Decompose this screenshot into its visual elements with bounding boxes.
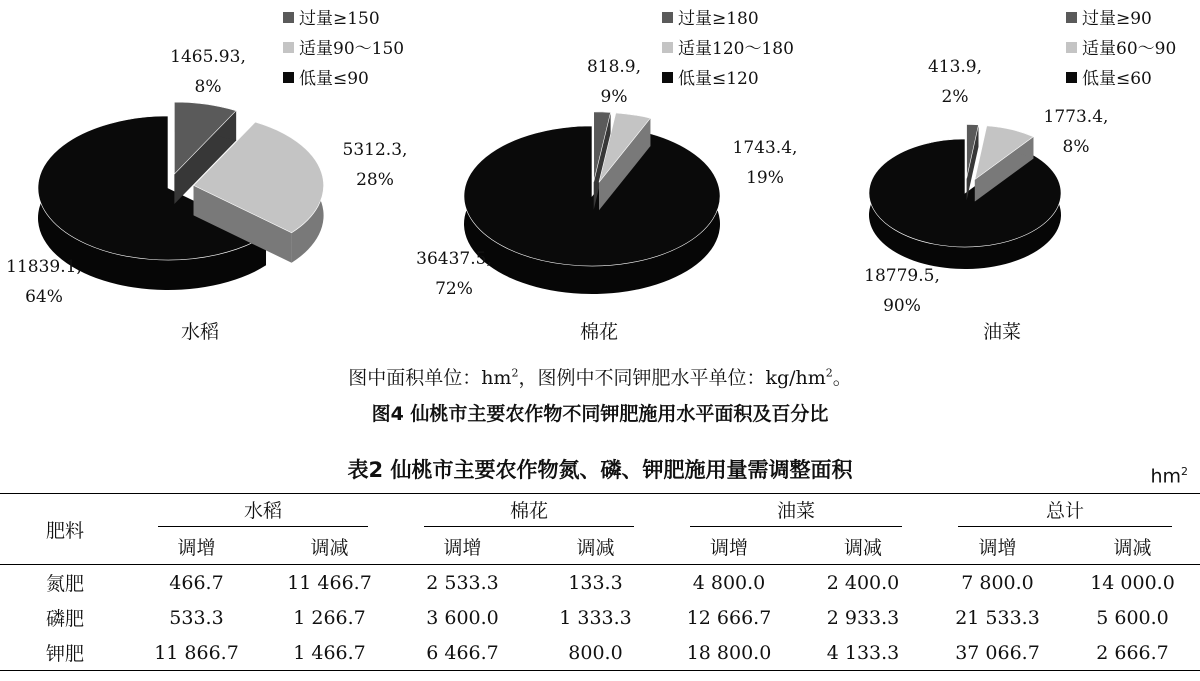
table-cell: 18 800.0 bbox=[662, 635, 796, 671]
table-cell: 7 800.0 bbox=[961, 571, 1034, 594]
legend-label: 过量≥180 bbox=[678, 9, 759, 29]
legend-swatch bbox=[1066, 42, 1077, 53]
data-label-value: 413.9, bbox=[927, 57, 983, 77]
data-label-percent: 8% bbox=[1062, 137, 1090, 157]
data-label-value: 1465.93, bbox=[170, 47, 246, 67]
legend-label: 过量≥150 bbox=[299, 9, 380, 29]
data-label-value: 36437.5, bbox=[416, 249, 492, 269]
table-cell: 2 933.3 bbox=[826, 606, 900, 629]
data-label-value: 5312.3, bbox=[342, 140, 408, 160]
data-label-value: 18779.5, bbox=[864, 266, 940, 286]
group-header: 水稻 bbox=[130, 494, 396, 530]
table-cell: 37 066.7 bbox=[930, 635, 1065, 671]
legend-label: 过量≥90 bbox=[1082, 9, 1152, 29]
subheader: 调减 bbox=[796, 529, 930, 565]
data-label-value: 818.9, bbox=[586, 57, 642, 77]
legend-swatch bbox=[1066, 12, 1077, 23]
data-label-value: 11839.1, bbox=[6, 257, 82, 277]
table-row bbox=[0, 600, 1200, 635]
data-label-percent: 2% bbox=[941, 87, 969, 107]
legend-swatch bbox=[662, 72, 673, 83]
data-label-value: 1743.4, bbox=[732, 138, 798, 158]
legend-swatch bbox=[283, 72, 294, 83]
figure-note: 图中面积单位：$hm^2$，图例中不同钾肥水平单位：$kg/hm^2$。 bbox=[348, 366, 852, 389]
subheader: 调增 bbox=[662, 529, 796, 565]
legend-swatch bbox=[283, 12, 294, 23]
row-label: 钾肥 bbox=[0, 635, 130, 671]
table-cell: 1 333.3 bbox=[559, 606, 632, 629]
data-label-value: 1773.4, bbox=[1043, 107, 1109, 127]
table-cell: 800.0 bbox=[529, 635, 662, 671]
table-title: 表2 仙桃市主要农作物氮、磷、钾肥施用量需调整面积 bbox=[347, 458, 853, 482]
table-cell: 11 466.7 bbox=[287, 571, 372, 594]
chart-title: 油菜 bbox=[982, 321, 1022, 343]
data-label-percent: 72% bbox=[435, 279, 473, 299]
legend-label: 适量90～150 bbox=[299, 39, 405, 59]
legend-label: 适量60～90 bbox=[1082, 39, 1177, 59]
table-cell: 21 533.3 bbox=[955, 606, 1040, 629]
chart-title: 水稻 bbox=[180, 321, 220, 343]
subheader: 调减 bbox=[529, 529, 662, 565]
row-label: 磷肥 bbox=[45, 608, 84, 630]
data-label-percent: 64% bbox=[25, 287, 63, 307]
subheader: 调增 bbox=[930, 529, 1065, 565]
subheader: 调减 bbox=[263, 529, 396, 565]
table-cell: 4 800.0 bbox=[692, 571, 766, 594]
table-cell: 11 866.7 bbox=[130, 635, 263, 671]
table-cell: 3 600.0 bbox=[426, 606, 499, 629]
legend-swatch bbox=[283, 42, 294, 53]
legend-label: 低量≤90 bbox=[299, 69, 369, 89]
group-header: 油菜 bbox=[662, 494, 930, 530]
table-cell: 2 666.7 bbox=[1065, 635, 1200, 671]
subheader: 调增 bbox=[130, 529, 263, 565]
legend-swatch bbox=[1066, 72, 1077, 83]
table-row bbox=[0, 565, 1200, 601]
legend-label: 适量120～180 bbox=[678, 39, 794, 59]
table-cell: 5 600.0 bbox=[1096, 606, 1169, 629]
fertilizer-table bbox=[0, 493, 1200, 671]
data-label-percent: 19% bbox=[746, 168, 784, 188]
row-label: 氮肥 bbox=[45, 573, 84, 595]
table-cell: 14 000.0 bbox=[1090, 571, 1175, 594]
data-label-percent: 9% bbox=[600, 87, 628, 107]
table-cell: 533.3 bbox=[169, 606, 224, 629]
table-cell: 466.7 bbox=[169, 571, 224, 594]
subheader: 调增 bbox=[396, 529, 529, 565]
subheader: 调减 bbox=[1065, 529, 1200, 565]
table-cell: 2 400.0 bbox=[826, 571, 900, 594]
legend-label: 低量≤60 bbox=[1082, 69, 1152, 89]
table-cell: 1 466.7 bbox=[263, 635, 396, 671]
table-cell: 1 266.7 bbox=[293, 606, 366, 629]
group-header: 棉花 bbox=[396, 494, 662, 530]
table-cell: 4 133.3 bbox=[796, 635, 930, 671]
chart-title: 棉花 bbox=[579, 321, 619, 343]
data-label-percent: 8% bbox=[194, 77, 222, 97]
table-cell: 6 466.7 bbox=[396, 635, 529, 671]
data-label-percent: 28% bbox=[356, 170, 394, 190]
table-cell: 2 533.3 bbox=[426, 571, 499, 594]
legend-swatch bbox=[662, 42, 673, 53]
table-row bbox=[0, 635, 1200, 671]
pie-slice bbox=[464, 126, 720, 266]
table-corner-header: 肥料 bbox=[0, 494, 130, 565]
legend-label: 低量≤120 bbox=[678, 69, 759, 89]
figure-caption: 图4 仙桃市主要农作物不同钾肥施用水平面积及百分比 bbox=[371, 403, 829, 425]
table-cell: 12 666.7 bbox=[686, 606, 772, 629]
legend-swatch bbox=[662, 12, 673, 23]
table-cell: 133.3 bbox=[568, 571, 623, 594]
group-header: 总计 bbox=[930, 494, 1200, 530]
table-unit: $hm^2$ bbox=[1150, 465, 1188, 488]
data-label-percent: 90% bbox=[883, 296, 921, 316]
